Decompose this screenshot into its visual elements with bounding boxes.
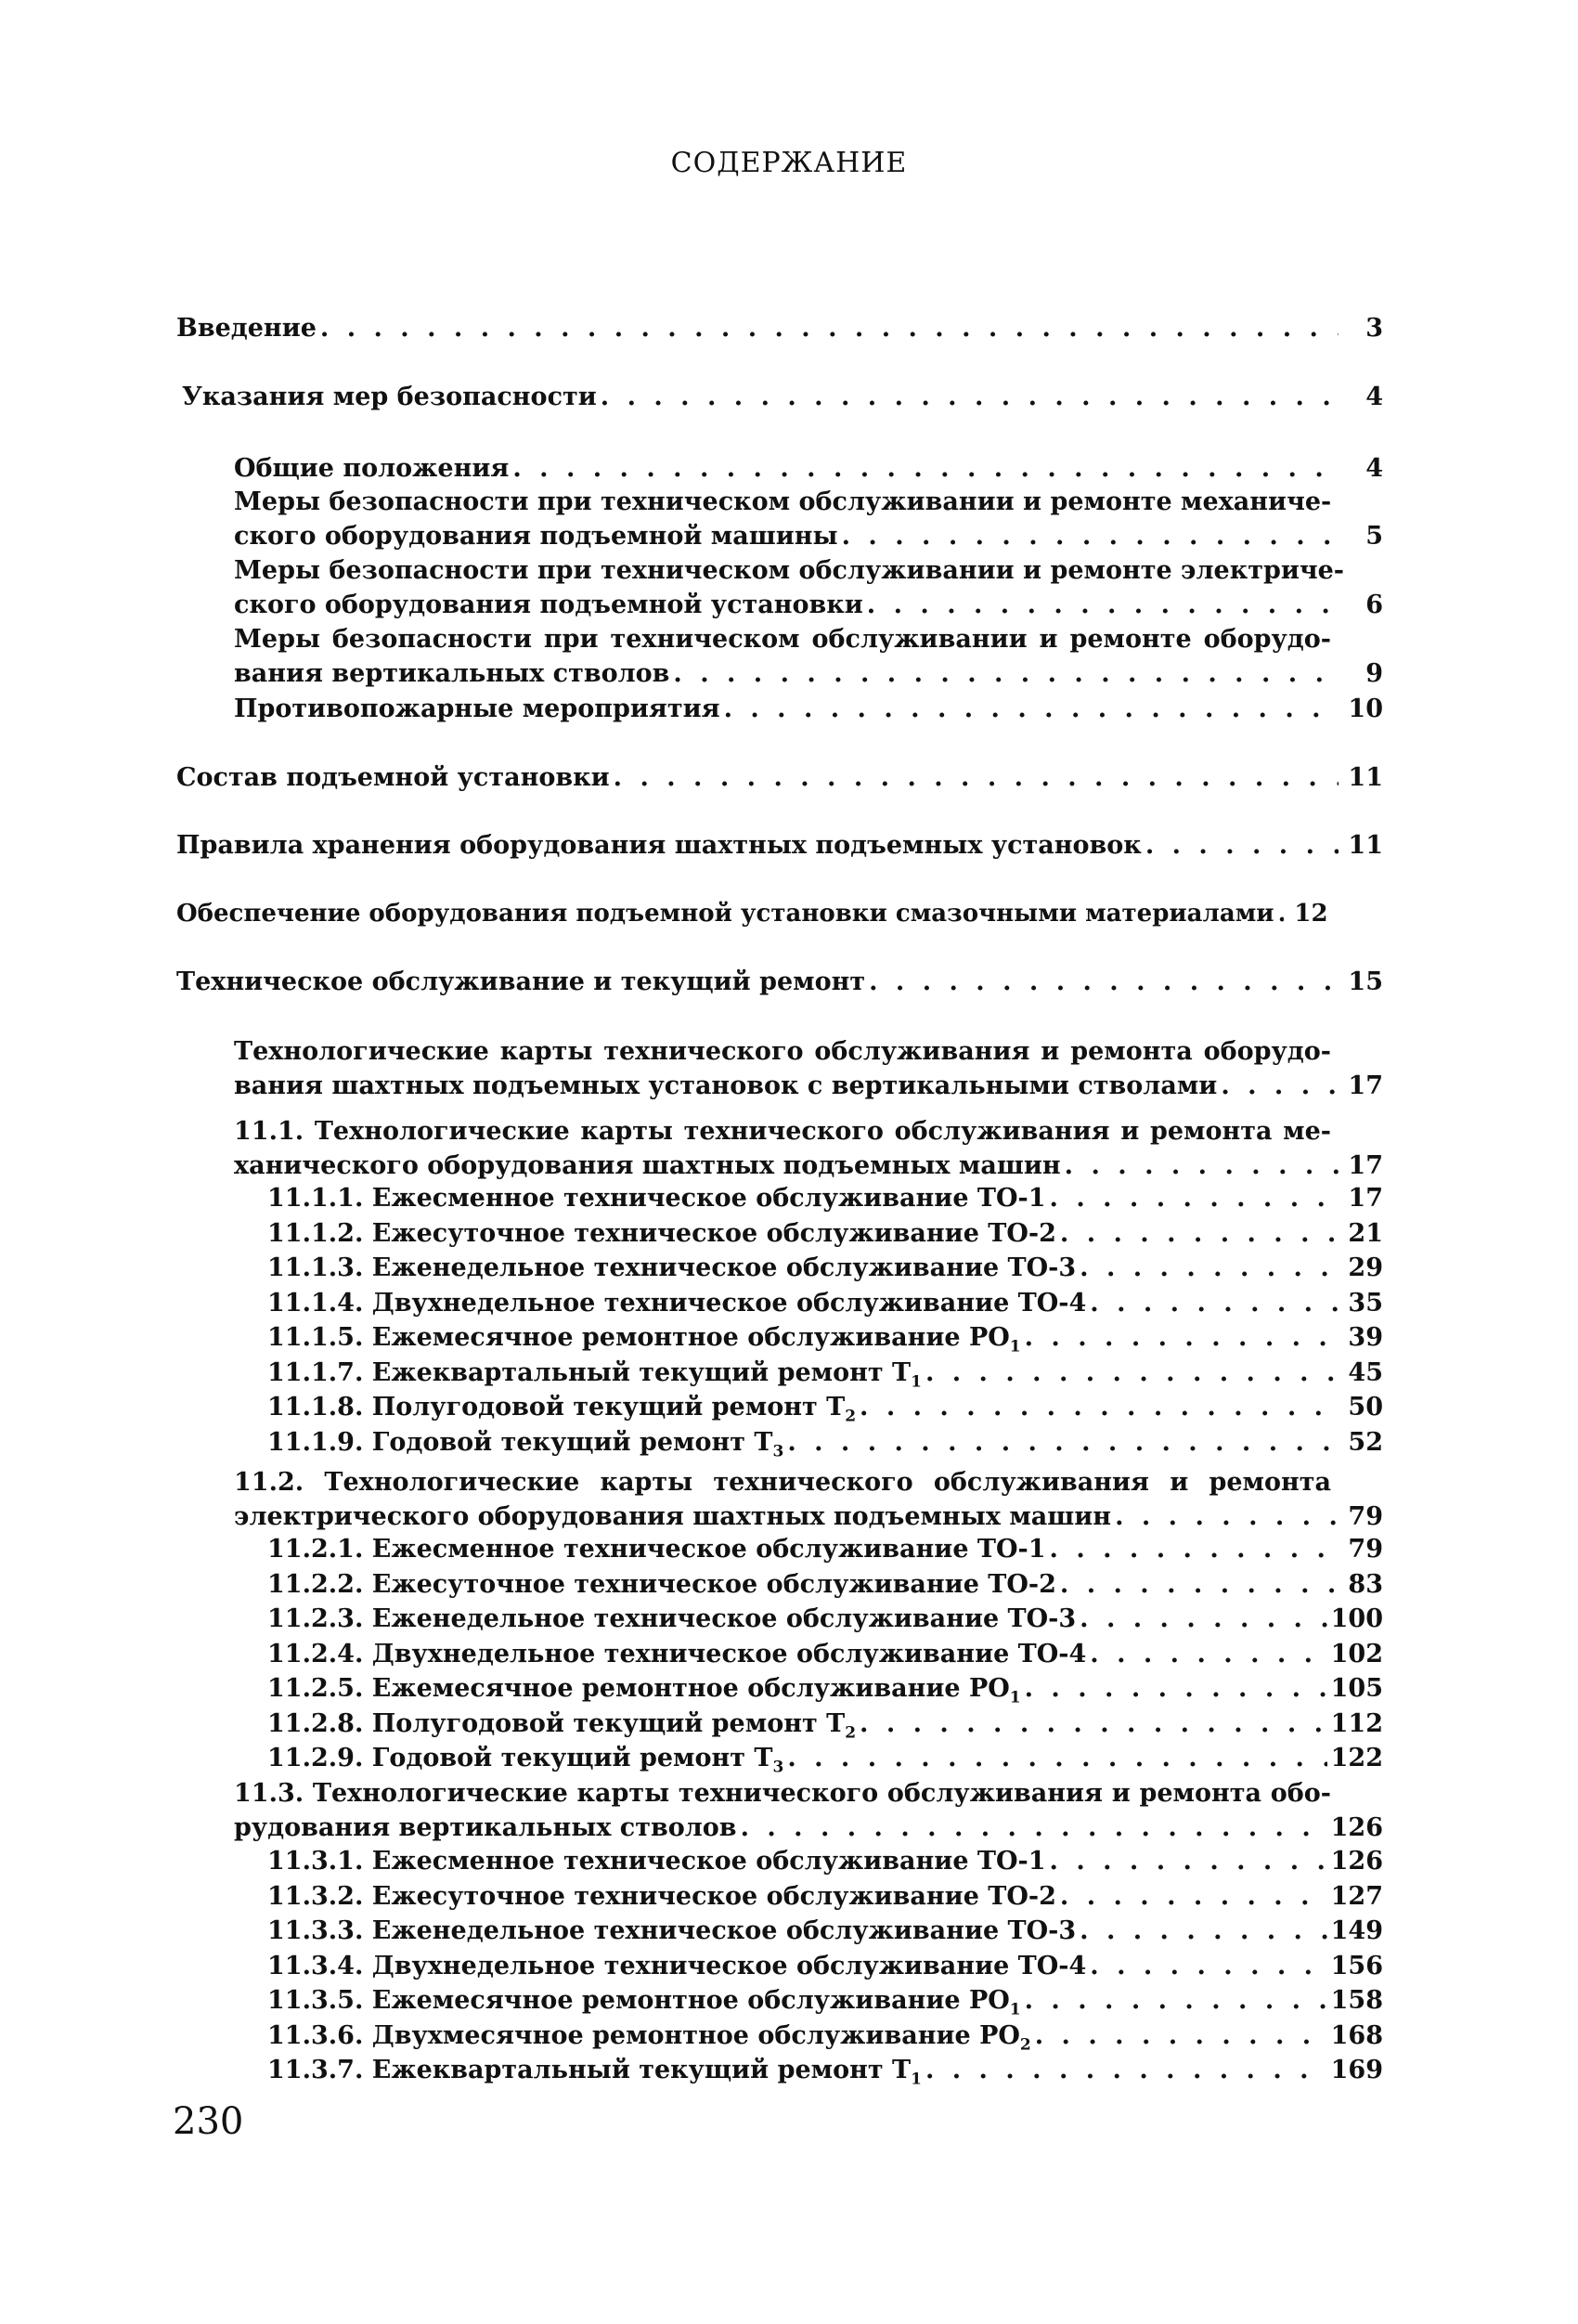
toc-subentry [267,1252,1383,1285]
toc-entry-text: вания шахтных подъемных установок с вертикальными стволами [234,1071,1218,1100]
toc-entry-line: 11.2. Технологические карты технического обслуживания и ремонта [234,1468,1331,1497]
toc-entry-text: Правила хранения оборудования шахтных подъемных установок [176,831,1142,860]
subscript-index: 3 [772,1441,784,1461]
toc-page-number: 4 [1365,454,1383,483]
toc-entry-text: Состав подъемной установки [176,763,610,792]
toc-entry-line: 11.3. Технологические карты технического обслуживания и ремонта обо- [234,1779,1331,1808]
toc-subentry [267,1880,1383,1914]
toc-entry-text: 11.3.6. Двухмесячное ремонтное обслуживание $РО_2$ [267,2020,1031,2054]
toc-entry-line: 11.1. Технологические карты технического обслуживания и ремонта ме- [234,1117,1331,1146]
toc-page-number: 4 [1365,383,1383,411]
toc-entry-multiline [234,1114,1383,1183]
toc-entry-multiline [234,1465,1383,1534]
toc-entry-text: 11.3.4. Двухнедельное техническое обслуживание ТО-4 [267,1951,1087,1980]
dot-leader [925,2054,1327,2087]
page-title: СОДЕРЖАНИЕ [670,147,908,179]
dot-leader [601,381,1339,414]
toc-entry-line-last [234,1811,1383,1845]
toc-subentry [267,1568,1383,1602]
dot-leader [512,452,1339,486]
toc-subentry [267,1845,1383,1878]
toc-page-number: 39 [1348,1323,1383,1352]
dot-leader [1115,1500,1339,1534]
toc-page-number: 17 [1348,1071,1383,1100]
toc-page-number: 11 [1348,763,1383,792]
toc-entry-multiline [234,1034,1383,1103]
toc-entry [176,966,1383,999]
toc-page-number: 17 [1348,1151,1383,1180]
toc-entry-text: 11.2.4. Двухнедельное техническое обслуживание ТО-4 [267,1639,1087,1668]
toc-page-number: 169 [1330,2056,1383,2084]
toc-page-number: 126 [1330,1847,1383,1876]
toc-entry [234,693,1383,726]
toc-subentry [267,1426,1383,1468]
dot-leader [1025,1672,1327,1706]
toc-subentry [267,1915,1383,1948]
toc-page-number: 3 [1365,314,1383,343]
dot-leader [867,588,1339,622]
toc-entry-text: Противопожарные мероприятия [234,695,720,723]
toc-entry-text: 11.1.9. Годовой текущий ремонт $Т_3$ [267,1427,784,1461]
toc-page-number: 17 [1348,1184,1383,1213]
toc-page-number: 10 [1348,695,1383,723]
dot-leader [787,1742,1326,1775]
toc-entry-line-last [234,1069,1383,1103]
subscript-index: 2 [1019,2034,1031,2054]
dot-leader [673,656,1339,691]
toc-entry-multiline [234,1776,1383,1845]
toc-entry-text: рудования вертикальных стволов [234,1813,737,1842]
toc-subentry [267,1182,1383,1215]
toc-page-number: 102 [1330,1639,1383,1668]
toc-entry-line-last [234,1500,1383,1534]
dot-leader [860,1707,1327,1741]
dot-leader [1145,829,1339,863]
toc-page-number: 9 [1365,659,1383,688]
toc-page-number: 79 [1348,1535,1383,1564]
toc-entry-text: 11.3.2. Ежесуточное техническое обслуживание ТО-2 [267,1881,1056,1911]
subscript-index: 1 [1009,2000,1021,2019]
toc-subentry [267,1287,1383,1320]
subscript-index: 1 [1009,1337,1021,1357]
toc-entry-text: Указания мер безопасности [182,383,597,411]
toc-page-number: 79 [1348,1502,1383,1531]
toc-entry-text: ханического оборудования шахтных подъемных машин [234,1151,1061,1180]
toc-entry-text: 11.1.1. Ежесменное техническое обслуживание ТО-1 [267,1184,1046,1213]
dot-leader [1080,1603,1326,1636]
toc-entry-line-last [234,519,1383,553]
toc-page-number: 100 [1330,1604,1383,1633]
toc-entry-text: 11.3.1. Ежесменное техническое обслуживание ТО-1 [267,1847,1046,1876]
toc-page-number: 126 [1330,1813,1383,1842]
toc-entry [176,897,1383,930]
toc-entry-text: 11.2.5. Ежемесячное ремонтное обслуживание $РО_1$ [267,1674,1021,1707]
toc-page-number: 83 [1348,1569,1383,1599]
dot-leader [860,1391,1339,1424]
toc-subentry [267,1217,1383,1251]
toc-page-number: 12 [1294,900,1328,928]
toc-page-number: 158 [1330,1986,1383,2015]
toc-entry-text: Обеспечение оборудования подъемной установки смазочными материалами [176,900,1274,928]
toc-page-number: 6 [1365,591,1383,619]
dot-leader [1035,2019,1327,2053]
toc-subentry [267,1950,1383,1983]
dot-leader [1221,1069,1339,1103]
toc-page-number: 149 [1330,1916,1383,1945]
toc-page-number: 45 [1348,1357,1383,1387]
dot-leader [1090,1950,1326,1983]
toc-entry-text: 11.1.2. Ежесуточное техническое обслуживание ТО-2 [267,1218,1056,1248]
subscript-index: 1 [1009,1688,1021,1707]
dot-leader [1025,1984,1327,2018]
dot-leader [1060,1217,1339,1251]
toc-page-number: 105 [1330,1674,1383,1703]
dot-leader [1080,1915,1326,1948]
dot-leader [1065,1149,1339,1183]
toc-entry-line-last [234,1149,1383,1183]
toc-page-number: 15 [1348,967,1383,996]
toc-page-number: 112 [1330,1708,1383,1738]
toc-page-number: 156 [1330,1951,1383,1980]
toc-page-number: 127 [1330,1881,1383,1911]
dot-leader [1080,1252,1339,1285]
subscript-index: 2 [845,1407,857,1426]
dot-leader [1050,1845,1327,1878]
toc-page-number: 168 [1330,2020,1383,2050]
toc-entry-line: Меры безопасности при техническом обслуживании и ремонте механиче- [234,487,1332,516]
dot-leader [1060,1568,1339,1602]
toc-entry-text: 11.2.3. Еженедельное техническое обслуживание ТО-3 [267,1604,1077,1633]
toc-entry-intro [176,312,1383,345]
page-number: 230 [173,2100,244,2143]
toc-entry [234,452,1383,486]
toc-entry-text: электрического оборудования шахтных подъемных машин [234,1502,1112,1531]
toc-entry-line: Технологические карты технического обслуживания и ремонта оборудо- [234,1037,1331,1066]
dot-leader [1060,1880,1327,1914]
toc-subentry [267,1603,1383,1636]
toc-entry [176,829,1383,863]
toc-subentry [267,1638,1383,1671]
toc-entry-text: 11.1.5. Ежемесячное ремонтное обслуживание $РО_1$ [267,1323,1021,1357]
toc-page-number: 21 [1348,1218,1383,1248]
dot-leader [1025,1321,1339,1355]
toc-entry-line-last [234,656,1383,691]
toc-entry-text: 11.2.9. Годовой текущий ремонт $Т_3$ [267,1744,784,1777]
toc-entry-text: 11.1.8. Полугодовой текущий ремонт $Т_2$ [267,1393,857,1426]
dot-leader [1090,1638,1326,1671]
toc-entry-text: 11.1.7. Ежеквартальный текущий ремонт $Т_1$ [267,1357,922,1391]
dot-leader [869,966,1339,999]
subscript-index: 3 [772,1758,784,1777]
toc-entry-safety [182,381,1383,414]
toc-subentry [267,2054,1383,2096]
dot-leader [1278,897,1284,930]
toc-entry-text: ского оборудования подъемной машины [234,522,838,551]
toc-entry-text: ского оборудования подъемной установки [234,591,863,619]
toc-entry-text: Общие положения [234,454,510,483]
toc-entry-text: 11.2.1. Ежесменное техническое обслуживание ТО-1 [267,1535,1046,1564]
toc-page-number: 5 [1365,522,1383,551]
dot-leader [1050,1533,1339,1566]
dot-leader [1090,1287,1339,1320]
toc-entry-text: вания вертикальных стволов [234,659,670,688]
dot-leader [724,693,1339,726]
dot-leader [320,312,1339,345]
toc-entry-line-last [234,588,1383,622]
dot-leader [925,1357,1339,1390]
toc-entry-multiline [234,553,1383,622]
toc-entry-multiline [234,485,1383,553]
toc-subentry [267,1533,1383,1566]
toc-page-number: 35 [1348,1288,1383,1318]
dot-leader [787,1426,1339,1460]
dot-leader [1050,1182,1339,1215]
toc-entry [176,761,1383,795]
toc-entry-text: 11.1.3. Еженедельное техническое обслуживание ТО-3 [267,1253,1077,1282]
toc-entry-line: Меры безопасности при техническом обслуживании и ремонте электриче- [234,556,1344,585]
toc-page-number: 52 [1348,1427,1383,1457]
toc-page-number: 50 [1348,1393,1383,1422]
toc-entry-text: 11.1.4. Двухнедельное техническое обслуживание ТО-4 [267,1288,1087,1318]
toc-entry-line: Меры безопасности при техническом обслуживании и ремонте оборудо- [234,625,1331,654]
dot-leader [614,761,1339,795]
subscript-index: 2 [845,1722,857,1742]
toc-entry-text: 11.3.3. Еженедельное техническое обслуживание ТО-3 [267,1916,1077,1945]
toc-entry-text: Введение [176,314,317,343]
subscript-index: 1 [911,2070,922,2089]
toc-entry-text: 11.2.2. Ежесуточное техническое обслуживание ТО-2 [267,1569,1056,1599]
subscript-index: 1 [911,1371,922,1391]
toc-entry-text: Техническое обслуживание и текущий ремонт [176,967,866,996]
toc-entry-text: 11.3.7. Ежеквартальный текущий ремонт $Т_1$ [267,2056,922,2089]
toc-page-number: 11 [1348,831,1383,860]
dot-leader [741,1811,1327,1845]
toc-entry-text: 11.2.8. Полугодовой текущий ремонт $Т_2$ [267,1708,857,1742]
toc-page-number: 122 [1330,1744,1383,1772]
dot-leader [842,519,1339,553]
toc-page-number: 29 [1348,1253,1383,1282]
toc-entry-multiline [234,622,1383,691]
toc-entry-text: 11.3.5. Ежемесячное ремонтное обслуживание $РО_1$ [267,1986,1021,2019]
